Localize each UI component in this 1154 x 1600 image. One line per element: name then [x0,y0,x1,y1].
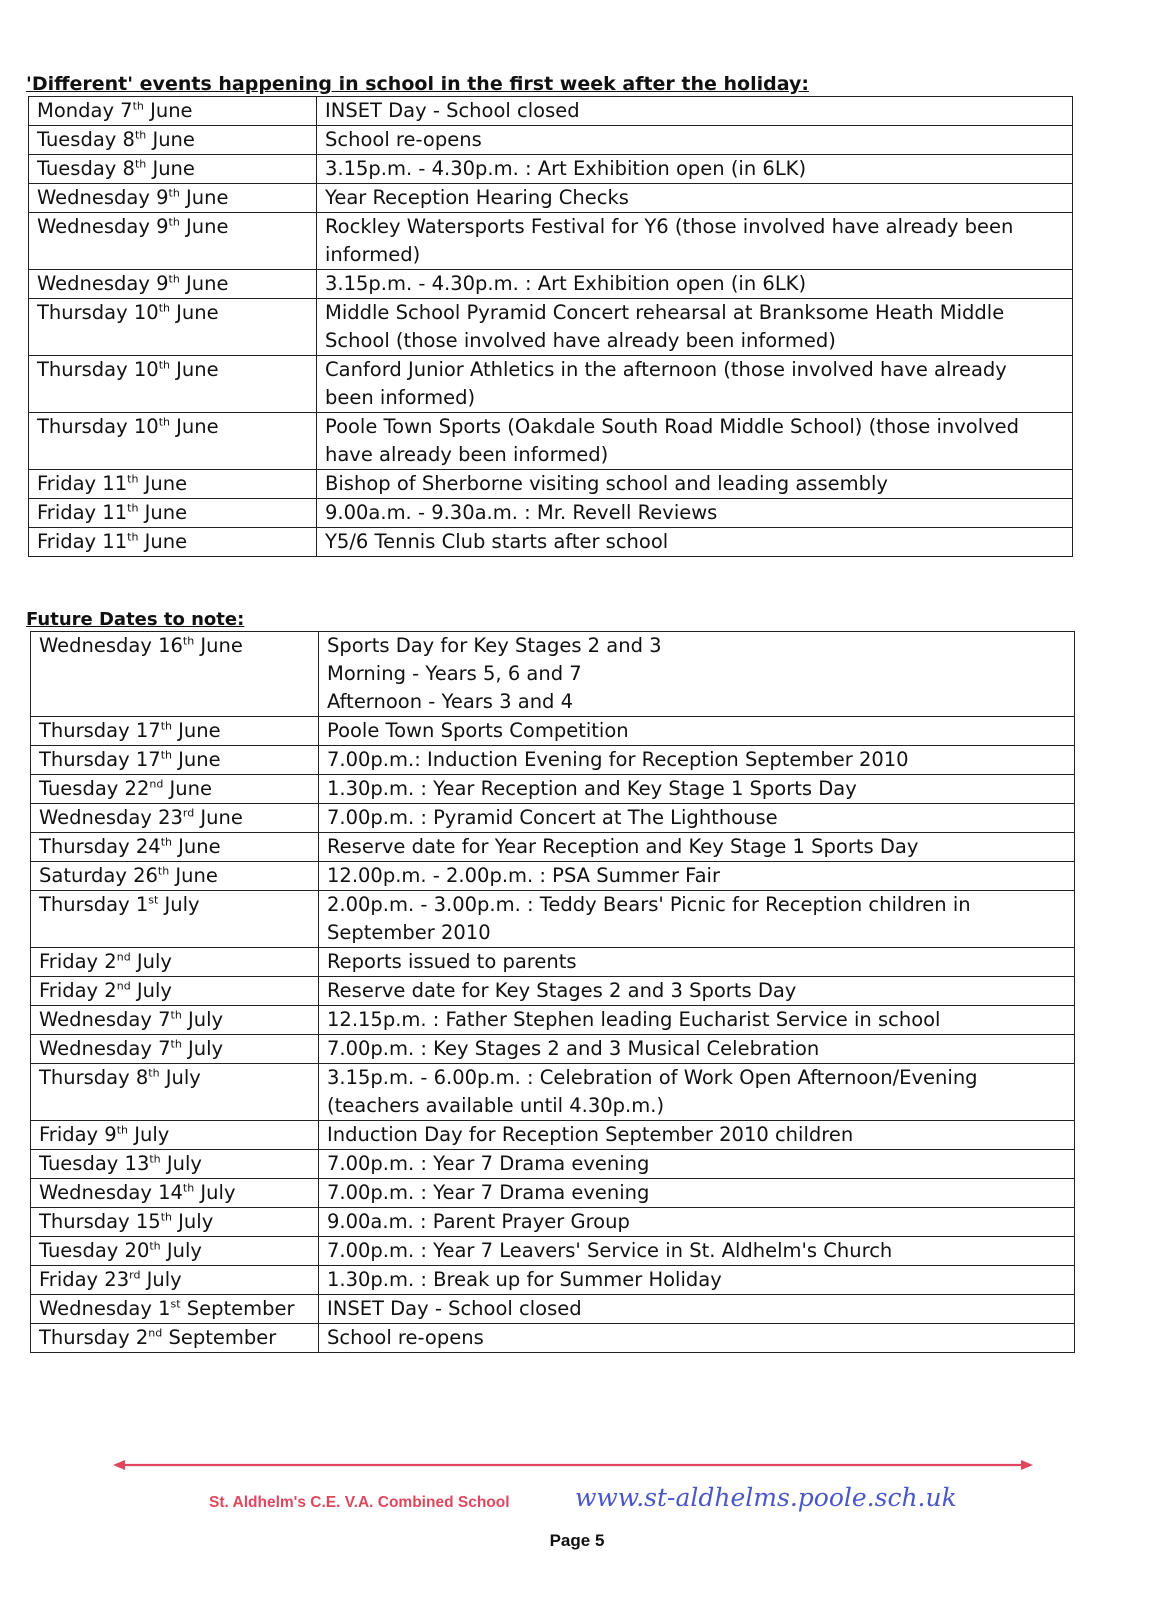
event-row [29,528,1073,557]
event-row [31,1006,1075,1035]
event-row [29,499,1073,528]
event-date: Tuesday 20th July [31,1237,319,1266]
event-description: 7.00p.m. : Key Stages 2 and 3 Musical Celebration [319,1035,1075,1064]
event-description: Canford Junior Athletics in the afternoon (those involved have already been informed) [317,356,1073,413]
event-date: Thursday 17th June [31,746,319,775]
section1-heading: 'Different' events happening in school in the first week after the holiday: [26,73,809,95]
event-date: Tuesday 22nd June [31,775,319,804]
event-description: 9.00a.m. - 9.30a.m. : Mr. Revell Reviews [317,499,1073,528]
event-row [29,356,1073,413]
event-description: 3.15p.m. - 4.30p.m. : Art Exhibition open (in 6LK) [317,270,1073,299]
event-description: INSET Day - School closed [317,97,1073,126]
event-row [31,1266,1075,1295]
footer-double-arrow [113,1459,1033,1471]
event-date: Wednesday 14th July [31,1179,319,1208]
event-description: Sports Day for Key Stages 2 and 3 Morning - Years 5, 6 and 7 Afternoon - Years 3 and 4 [319,632,1075,717]
event-date: Friday 23rd July [31,1266,319,1295]
footer-website-link[interactable]: www.st-aldhelms.poole.sch.uk [575,1483,957,1512]
event-row [31,1237,1075,1266]
event-date: Wednesday 9th June [29,213,317,270]
event-row [31,746,1075,775]
event-row [31,717,1075,746]
event-date: Wednesday 9th June [29,270,317,299]
event-date: Wednesday 16th June [31,632,319,717]
event-description: Reports issued to parents [319,948,1075,977]
event-row [31,1150,1075,1179]
event-row [31,977,1075,1006]
event-row [31,804,1075,833]
event-description: 12.00p.m. - 2.00p.m. : PSA Summer Fair [319,862,1075,891]
event-row [29,213,1073,270]
event-description: 7.00p.m.: Induction Evening for Reception September 2010 [319,746,1075,775]
event-date: Wednesday 9th June [29,184,317,213]
event-row [31,632,1075,717]
event-description: INSET Day - School closed [319,1295,1075,1324]
future-dates-table [30,631,1075,1353]
event-date: Thursday 24th June [31,833,319,862]
event-description: 7.00p.m. : Pyramid Concert at The Lighthouse [319,804,1075,833]
event-description: School re-opens [317,126,1073,155]
event-date: Wednesday 1st September [31,1295,319,1324]
event-date: Thursday 17th June [31,717,319,746]
holiday-week-events-table [28,96,1073,557]
event-description: Y5/6 Tennis Club starts after school [317,528,1073,557]
event-date: Wednesday 7th July [31,1035,319,1064]
event-date: Wednesday 7th July [31,1006,319,1035]
event-row [29,97,1073,126]
event-date: Tuesday 8th June [29,126,317,155]
event-description: Induction Day for Reception September 2010 children [319,1121,1075,1150]
event-description: 12.15p.m. : Father Stephen leading Eucharist Service in school [319,1006,1075,1035]
event-description: Bishop of Sherborne visiting school and leading assembly [317,470,1073,499]
event-description: Poole Town Sports Competition [319,717,1075,746]
event-description: School re-opens [319,1324,1075,1353]
event-row [31,1121,1075,1150]
event-row [31,948,1075,977]
event-row [31,1179,1075,1208]
page-number: Page 5 [549,1531,605,1550]
event-row [29,126,1073,155]
event-date: Thursday 1st July [31,891,319,948]
future-dates-body [31,632,1075,1353]
section2-heading: Future Dates to note: [26,609,245,630]
event-row [31,1064,1075,1121]
event-row [29,413,1073,470]
event-row [31,1324,1075,1353]
event-description: Rockley Watersports Festival for Y6 (those involved have already been informed) [317,213,1073,270]
holiday-week-events-body [29,97,1073,557]
event-description: Year Reception Hearing Checks [317,184,1073,213]
event-date: Thursday 8th July [31,1064,319,1121]
event-description: 7.00p.m. : Year 7 Drama evening [319,1150,1075,1179]
event-date: Friday 11th June [29,470,317,499]
event-row [31,862,1075,891]
event-date: Friday 9th July [31,1121,319,1150]
event-description: 2.00p.m. - 3.00p.m. : Teddy Bears' Picnic for Reception children in September 2010 [319,891,1075,948]
event-date: Tuesday 13th July [31,1150,319,1179]
event-row [29,470,1073,499]
event-description: 3.15p.m. - 6.00p.m. : Celebration of Work Open Afternoon/Evening (teachers available until 4.30p.m.) [319,1064,1075,1121]
event-row [31,775,1075,804]
event-date: Thursday 10th June [29,299,317,356]
event-description: Reserve date for Year Reception and Key Stage 1 Sports Day [319,833,1075,862]
event-date: Thursday 10th June [29,356,317,413]
event-date: Saturday 26th June [31,862,319,891]
event-row [31,1208,1075,1237]
event-description: 3.15p.m. - 4.30p.m. : Art Exhibition open (in 6LK) [317,155,1073,184]
event-date: Friday 2nd July [31,948,319,977]
event-row [31,833,1075,862]
event-description: 1.30p.m. : Year Reception and Key Stage 1 Sports Day [319,775,1075,804]
event-description: 9.00a.m. : Parent Prayer Group [319,1208,1075,1237]
event-description: Poole Town Sports (Oakdale South Road Middle School) (those involved have already been informed) [317,413,1073,470]
event-date: Tuesday 8th June [29,155,317,184]
event-date: Thursday 2nd September [31,1324,319,1353]
event-description: Middle School Pyramid Concert rehearsal at Branksome Heath Middle School (those involved have already been informed) [317,299,1073,356]
event-date: Thursday 10th June [29,413,317,470]
event-row [29,270,1073,299]
event-description: Reserve date for Key Stages 2 and 3 Sports Day [319,977,1075,1006]
event-date: Friday 2nd July [31,977,319,1006]
event-row [29,299,1073,356]
event-row [29,155,1073,184]
event-date: Friday 11th June [29,499,317,528]
event-date: Wednesday 23rd June [31,804,319,833]
event-date: Monday 7th June [29,97,317,126]
event-date: Thursday 15th July [31,1208,319,1237]
event-row [31,1035,1075,1064]
footer-school-name: St. Aldhelm's C.E. V.A. Combined School [209,1494,510,1511]
event-row [31,891,1075,948]
event-description: 1.30p.m. : Break up for Summer Holiday [319,1266,1075,1295]
event-row [31,1295,1075,1324]
event-description: 7.00p.m. : Year 7 Leavers' Service in St. Aldhelm's Church [319,1237,1075,1266]
event-description: 7.00p.m. : Year 7 Drama evening [319,1179,1075,1208]
event-row [29,184,1073,213]
event-date: Friday 11th June [29,528,317,557]
